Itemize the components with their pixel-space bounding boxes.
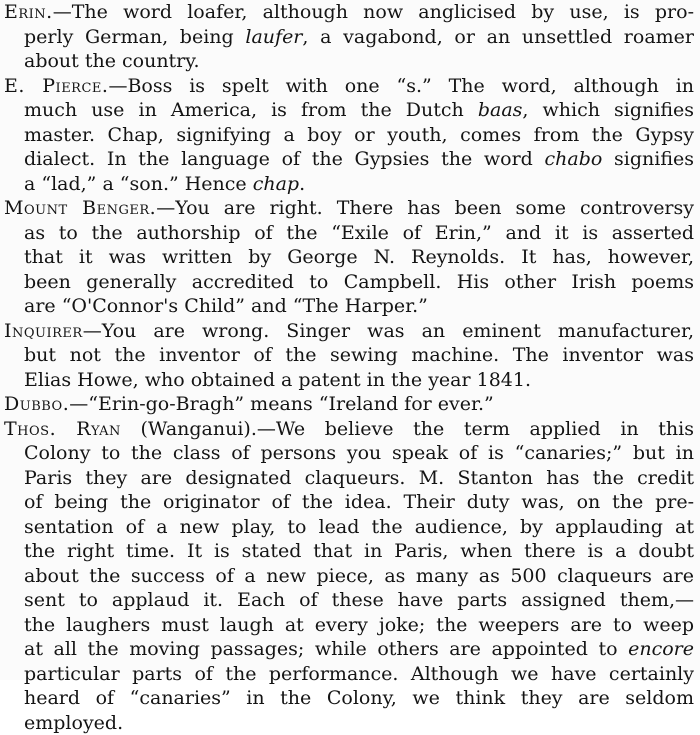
- text-line: a “lad,” a “son.” Hence chap.: [4, 172, 694, 197]
- text-line: of being the originator of the idea. Their duty was, on the pre-: [4, 490, 694, 515]
- text-line: master. Chap, signifying a boy or youth, comes from the Gypsy: [4, 123, 694, 148]
- text-line: perly German, being laufer, a vagabond, or an unsettled roamer: [4, 25, 694, 50]
- text-line: Dubbo.—“Erin-go-Bragh” means “Ireland for ever.”: [4, 392, 694, 417]
- entry-heading: Mount Benger.: [4, 197, 156, 219]
- text-line: E. Pierce.—Boss is spelt with one “s.” The word, although in: [4, 74, 694, 99]
- entry-pierce: [4, 74, 694, 197]
- italic-word: laufer: [245, 26, 302, 48]
- entry-heading: Dubbo.: [4, 393, 69, 415]
- italic-word: encore: [628, 638, 694, 660]
- entry-erin: [4, 0, 694, 74]
- text-line: been generally accredited to Campbell. His other Irish poems: [4, 270, 694, 295]
- text-line: sentation of a new play, to lead the audience, by applauding at: [4, 515, 694, 540]
- text-line: Colony to the class of persons you speak of is “canaries;” but in: [4, 441, 694, 466]
- italic-word: baas: [478, 99, 523, 121]
- text-line: at all the moving passages; while others are appointed to encore: [4, 637, 694, 662]
- entry-inquirer: [4, 319, 694, 393]
- entry-heading: E. Pierce.: [4, 75, 108, 97]
- text-line: particular parts of the performance. Although we have certainly: [4, 662, 694, 687]
- text-line: Thos. Ryan (Wanganui).—We believe the term applied in this: [4, 417, 694, 442]
- italic-word: chap: [253, 173, 299, 195]
- entry-mount-benger: [4, 196, 694, 319]
- text-line: about the success of a new piece, as many as 500 claqueurs are: [4, 564, 694, 589]
- text-line: Erin.—The word loafer, although now anglicised by use, is pro-: [4, 0, 694, 25]
- text-line: the laughers must laugh at every joke; the weepers are to weep: [4, 613, 694, 638]
- text-line: Elias Howe, who obtained a patent in the year 1841.: [4, 368, 694, 393]
- text-line: the right time. It is stated that in Paris, when there is a doubt: [4, 539, 694, 564]
- text-line: as to the authorship of the “Exile of Erin,” and it is asserted: [4, 221, 694, 246]
- text-line: but not the inventor of the sewing machine. The inventor was: [4, 343, 694, 368]
- text-line: dialect. In the language of the Gypsies the word chabo signifies: [4, 147, 694, 172]
- italic-word: chabo: [545, 148, 603, 170]
- text-line: Mount Benger.—You are right. There has been some controversy: [4, 196, 694, 221]
- text-line: that it was written by George N. Reynolds. It has, however,: [4, 245, 694, 270]
- entry-dubbo: [4, 392, 694, 417]
- text-line: about the country.: [4, 49, 694, 74]
- text-line: Inquirer—You are wrong. Singer was an eminent manufacturer,: [4, 319, 694, 344]
- text-line: sent to applaud it. Each of these have parts assigned them,—: [4, 588, 694, 613]
- entry-heading: Inquirer: [4, 320, 83, 342]
- text-line: employed.: [4, 711, 694, 735]
- text-line: much use in America, is from the Dutch baas, which signifies: [4, 98, 694, 123]
- entry-heading: Thos. Ryan: [4, 418, 121, 440]
- text-line: are “O'Connor's Child” and “The Harper.”: [4, 294, 694, 319]
- entry-thos-ryan: [4, 417, 694, 735]
- text-line: Paris they are designated claqueurs. M. Stanton has the credit: [4, 466, 694, 491]
- entry-heading: Erin.: [4, 1, 53, 23]
- text-line: heard of “canaries” in the Colony, we think they are seldom: [4, 686, 694, 711]
